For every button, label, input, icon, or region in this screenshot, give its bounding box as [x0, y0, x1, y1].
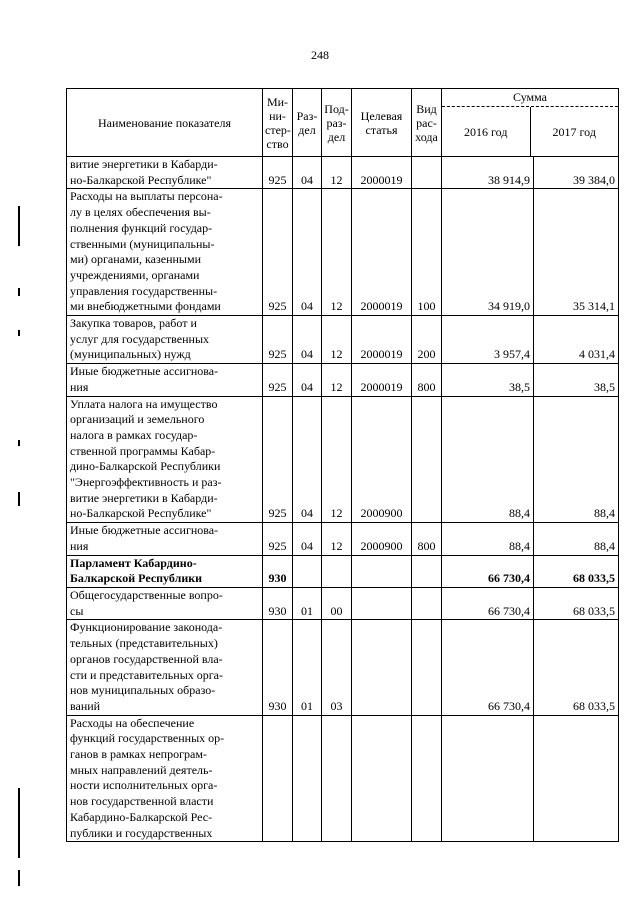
header-expense-type: Вид рас- хода — [412, 89, 442, 157]
cell-section: 04 — [293, 364, 322, 396]
cell-expense-type: 200 — [412, 316, 442, 364]
cell-y2016: 3 957,4 — [442, 316, 534, 364]
cell-y2017: 68 033,5 — [534, 620, 619, 715]
cell-section: 04 — [293, 157, 322, 189]
table-row — [67, 715, 619, 842]
cell-target — [352, 715, 412, 842]
table-row — [67, 396, 619, 523]
cell-target — [352, 620, 412, 715]
cell-y2017: 35 314,1 — [534, 189, 619, 316]
table-row — [67, 587, 619, 619]
table-row — [67, 620, 619, 715]
cell-ministry: 925 — [263, 396, 293, 523]
cell-y2017: 68 033,5 — [534, 587, 619, 619]
scan-mark — [18, 206, 20, 246]
cell-target: 2000019 — [352, 364, 412, 396]
cell-name: Общегосударственные вопро- сы — [67, 587, 263, 619]
header-section: Раз- дел — [293, 89, 322, 157]
cell-ministry: 930 — [263, 555, 293, 587]
cell-y2016: 66 730,4 — [442, 555, 534, 587]
cell-name: Иные бюджетные ассигнова- ния — [67, 364, 263, 396]
cell-subsection — [322, 555, 352, 587]
cell-target: 2000019 — [352, 316, 412, 364]
page-number: 248 — [311, 48, 329, 62]
header-target: Целевая статья — [352, 89, 412, 157]
scan-mark — [18, 330, 20, 336]
cell-y2016: 66 730,4 — [442, 620, 534, 715]
cell-expense-type — [412, 157, 442, 189]
table-row — [67, 316, 619, 364]
cell-section: 01 — [293, 620, 322, 715]
cell-expense-type — [412, 555, 442, 587]
cell-subsection: 03 — [322, 620, 352, 715]
cell-y2017: 88,4 — [534, 523, 619, 555]
cell-ministry: 925 — [263, 523, 293, 555]
cell-y2017: 39 384,0 — [534, 157, 619, 189]
cell-name: Расходы на выплаты персона- лу в целях обеспечения вы- полнения функций государ- ственными (муниципальны- ми) органами, казенными учреждениями, органами управления государственны- ми внебюджетными фондами — [67, 189, 263, 316]
cell-expense-type: 800 — [412, 364, 442, 396]
cell-subsection: 12 — [322, 523, 352, 555]
table-body — [67, 157, 619, 842]
cell-y2016: 88,4 — [442, 523, 534, 555]
cell-subsection: 12 — [322, 189, 352, 316]
cell-section: 01 — [293, 587, 322, 619]
table-row — [67, 523, 619, 555]
cell-subsection: 12 — [322, 396, 352, 523]
header-ministry: Ми- ни- стер- ство — [263, 89, 293, 157]
cell-section: 04 — [293, 189, 322, 316]
cell-y2017: 38,5 — [534, 364, 619, 396]
table-row — [67, 157, 619, 189]
cell-subsection: 00 — [322, 587, 352, 619]
cell-name: Уплата налога на имущество организаций и земельного налога в рамках государ- ственной программы Кабар- дино-Балкарской Республики "Энергоэффективность и раз- витие энергетики в Кабарди- но-Балкарской Республике" — [67, 396, 263, 523]
cell-ministry: 925 — [263, 316, 293, 364]
scan-mark — [18, 440, 20, 446]
cell-ministry: 925 — [263, 364, 293, 396]
cell-ministry: 925 — [263, 157, 293, 189]
cell-y2017: 4 031,4 — [534, 316, 619, 364]
cell-name: Расходы на обеспечение функций государственных ор- ганов в рамках непрограм- мных направлений деятель- ности исполнительных орга- нов государственной власти Кабардино-Балкарской Рес- публики и государственных — [67, 715, 263, 842]
cell-y2016: 38 914,9 — [442, 157, 534, 189]
cell-y2016 — [442, 715, 534, 842]
scan-mark — [18, 288, 20, 296]
table-row — [67, 364, 619, 396]
header-name: Наименование показателя — [67, 89, 263, 157]
cell-target — [352, 555, 412, 587]
cell-ministry: 925 — [263, 189, 293, 316]
budget-table — [66, 88, 619, 842]
scan-mark — [18, 788, 20, 858]
cell-expense-type: 800 — [412, 523, 442, 555]
header-sum-group — [442, 89, 619, 157]
cell-subsection: 12 — [322, 316, 352, 364]
table-header-row — [67, 89, 619, 157]
cell-expense-type: 100 — [412, 189, 442, 316]
cell-name: Функционирование законода- тельных (представительных) органов государственной вла- сти и представительных орга- нов муниципальных образо- ваний — [67, 620, 263, 715]
cell-y2016: 88,4 — [442, 396, 534, 523]
cell-name: Парламент Кабардино- Балкарской Республики — [67, 555, 263, 587]
cell-expense-type — [412, 587, 442, 619]
cell-ministry: 930 — [263, 587, 293, 619]
cell-subsection: 12 — [322, 364, 352, 396]
cell-section: 04 — [293, 316, 322, 364]
cell-section — [293, 555, 322, 587]
scan-mark — [18, 492, 20, 506]
cell-y2017: 68 033,5 — [534, 555, 619, 587]
header-year-2017: 2017 год — [530, 107, 619, 156]
cell-section — [293, 715, 322, 842]
cell-y2017 — [534, 715, 619, 842]
cell-target — [352, 587, 412, 619]
header-year-2016: 2016 год — [464, 124, 508, 139]
cell-y2016: 66 730,4 — [442, 587, 534, 619]
header-sum: Сумма — [442, 89, 618, 107]
cell-section: 04 — [293, 396, 322, 523]
cell-name: витие энергетики в Кабарди- но-Балкарской Республике" — [67, 157, 263, 189]
cell-target: 2000019 — [352, 189, 412, 316]
cell-name: Закупка товаров, работ и услуг для государственных (муниципальных) нужд — [67, 316, 263, 364]
cell-target: 2000900 — [352, 396, 412, 523]
cell-expense-type — [412, 396, 442, 523]
cell-section: 04 — [293, 523, 322, 555]
cell-expense-type — [412, 620, 442, 715]
cell-subsection — [322, 715, 352, 842]
cell-target: 2000019 — [352, 157, 412, 189]
cell-expense-type — [412, 715, 442, 842]
table-row — [67, 555, 619, 587]
cell-y2016: 38,5 — [442, 364, 534, 396]
cell-y2017: 88,4 — [534, 396, 619, 523]
cell-name: Иные бюджетные ассигнова- ния — [67, 523, 263, 555]
scan-mark — [18, 870, 20, 886]
cell-ministry — [263, 715, 293, 842]
header-subsection: Под- раз- дел — [322, 89, 352, 157]
cell-subsection: 12 — [322, 157, 352, 189]
cell-ministry: 930 — [263, 620, 293, 715]
cell-y2016: 34 919,0 — [442, 189, 534, 316]
cell-target: 2000900 — [352, 523, 412, 555]
table-row — [67, 189, 619, 316]
